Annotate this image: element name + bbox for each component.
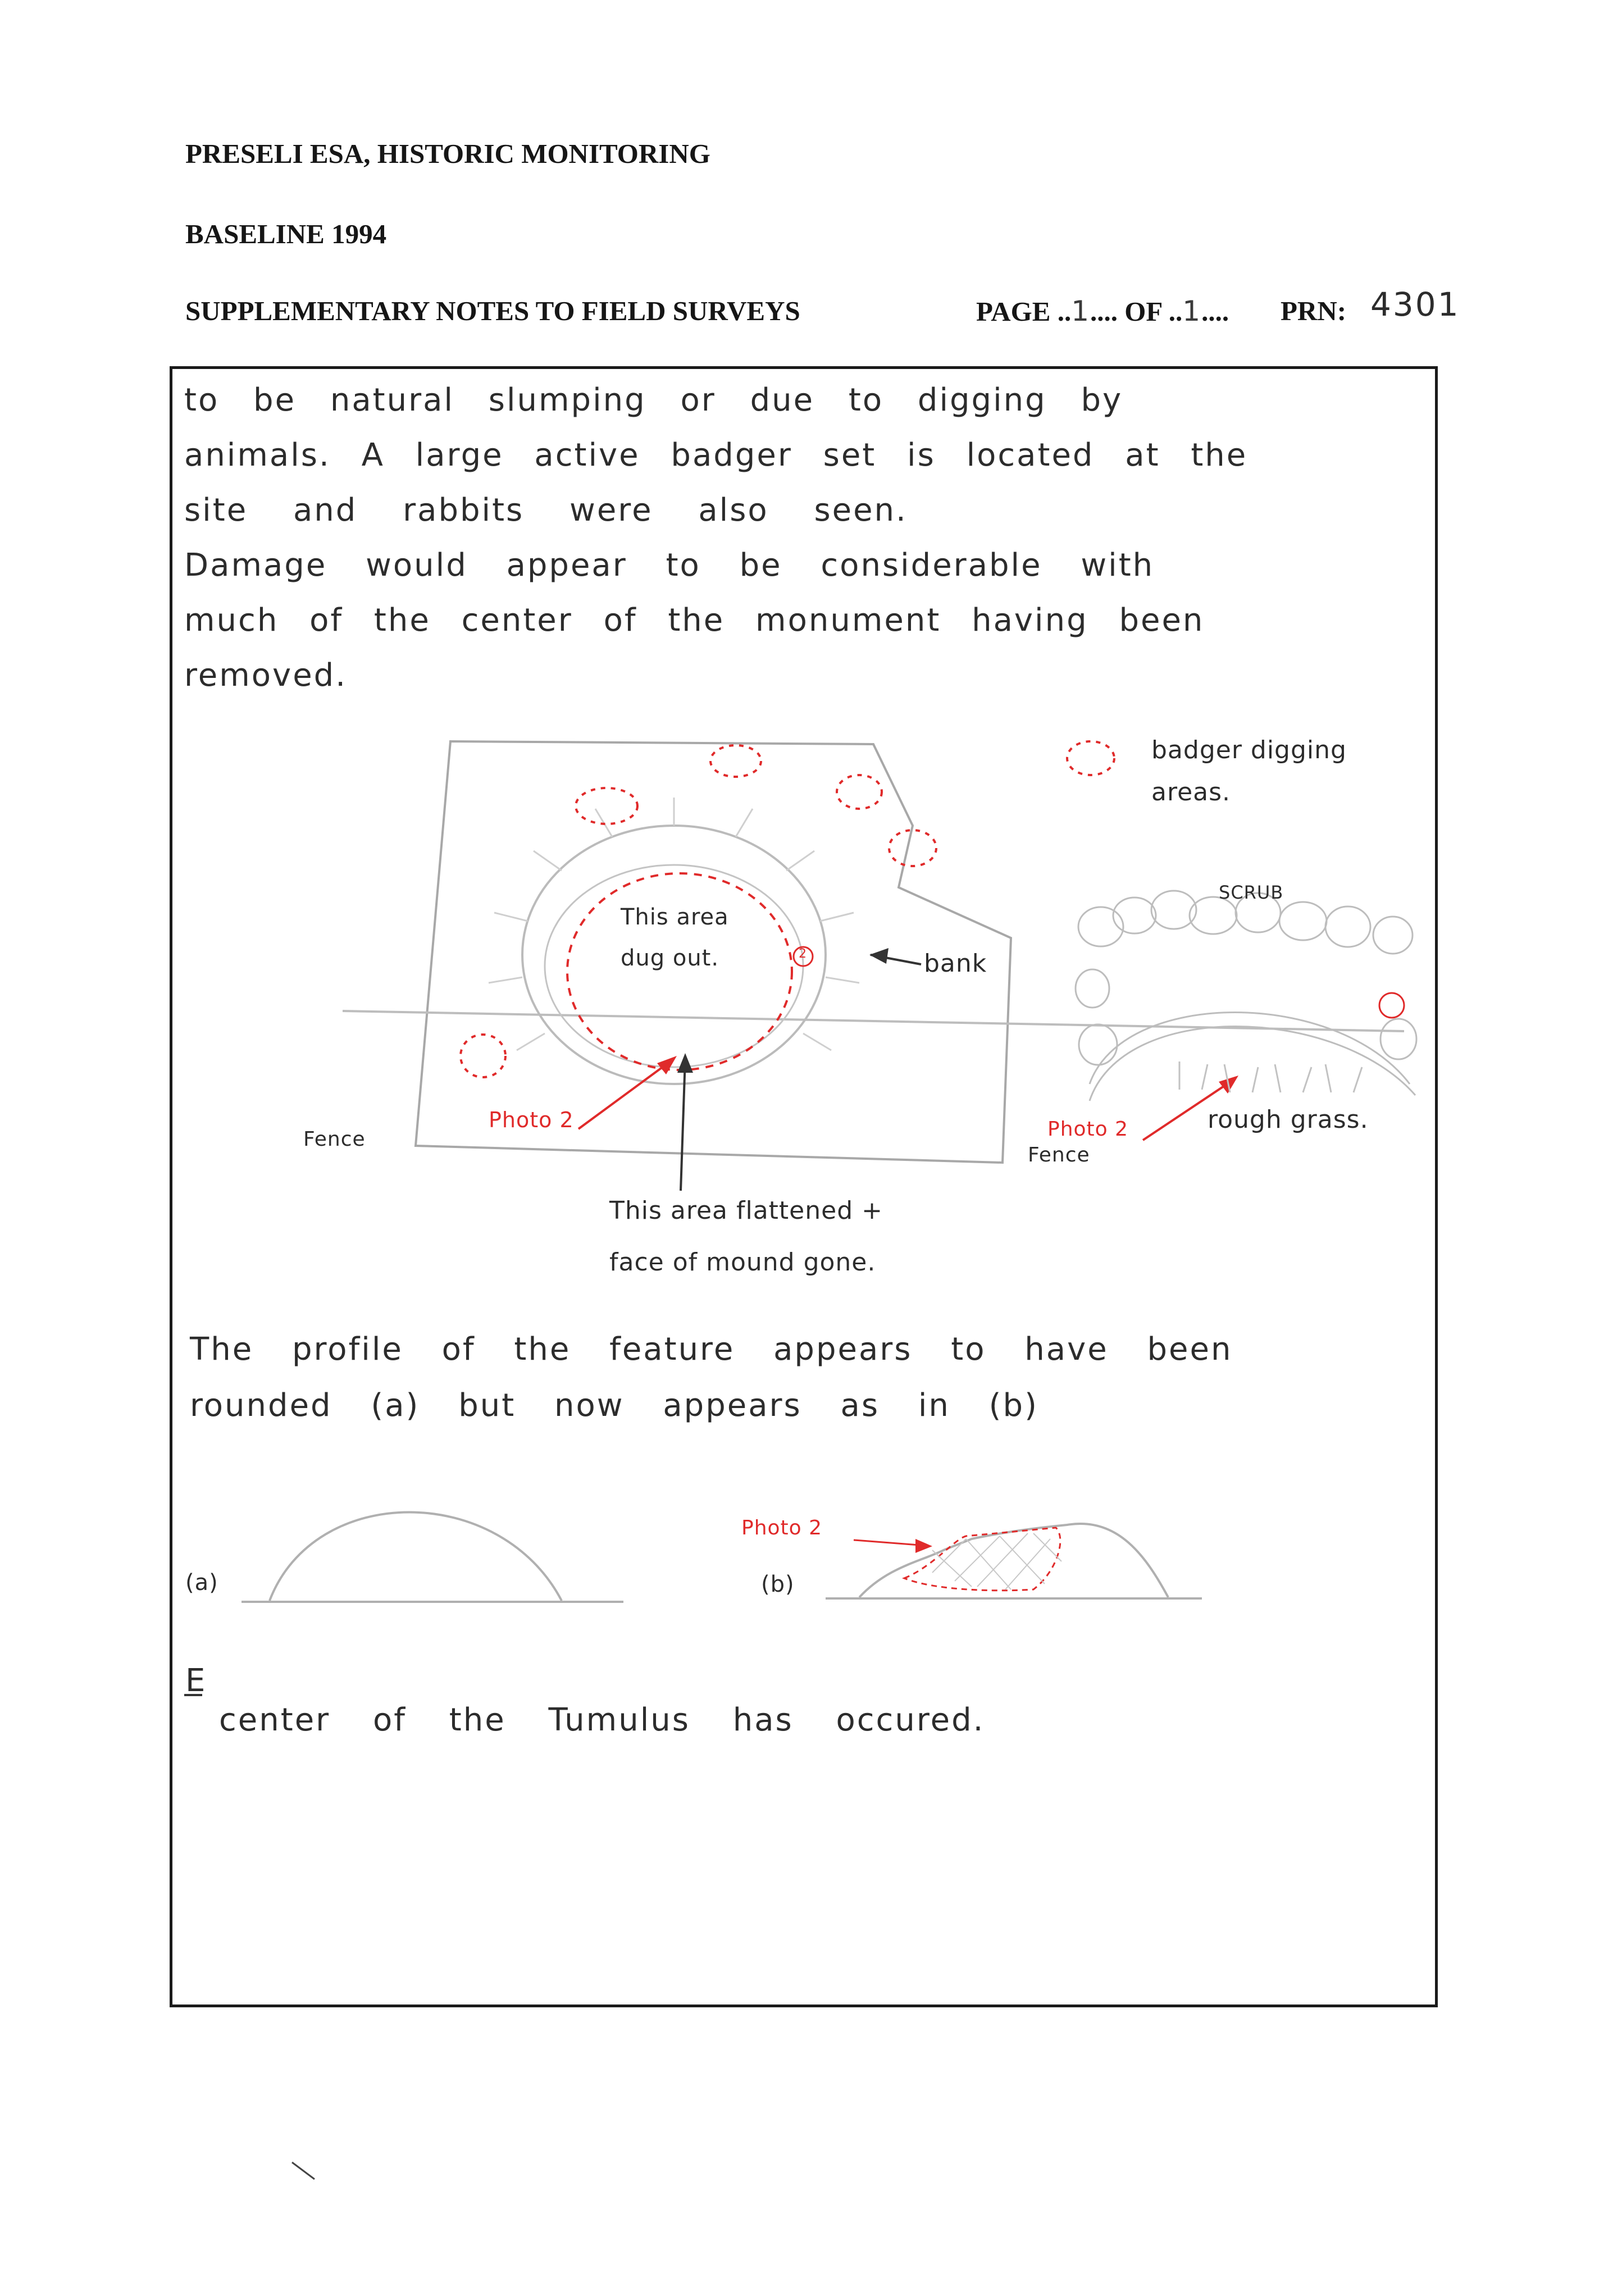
photo-label-right: Photo 2 bbox=[1047, 1118, 1129, 1141]
dug-area-label-2: dug out. bbox=[621, 945, 719, 971]
note-line-5: much of the center of the monument having been bbox=[184, 602, 1205, 639]
fence-label-right: Fence bbox=[1028, 1144, 1090, 1167]
photo-arrow-left-head bbox=[657, 1056, 677, 1074]
rough-grass-strokes bbox=[1179, 1062, 1362, 1092]
fence-line bbox=[343, 1011, 1404, 1031]
profile-b-curve bbox=[859, 1524, 1168, 1597]
dug-area-label-1: This area bbox=[621, 904, 729, 930]
badger-digging-area bbox=[710, 745, 761, 777]
profile-note-line-2: rounded (a) but now appears as in (b) bbox=[190, 1387, 1038, 1424]
rough-grass-label: rough grass. bbox=[1208, 1105, 1369, 1134]
profile-b-label: (b) bbox=[761, 1571, 795, 1597]
note-line-3: site and rabbits were also seen. bbox=[184, 492, 908, 529]
page-trailing-dots: .... bbox=[1201, 296, 1229, 327]
note-line-6: removed. bbox=[184, 657, 347, 694]
page-number: 1 bbox=[1071, 295, 1091, 327]
page-total: 1 bbox=[1182, 295, 1202, 327]
badger-digging-area bbox=[576, 788, 637, 824]
legend-digging-symbol bbox=[1067, 741, 1114, 775]
flattened-label-2: face of mound gone. bbox=[609, 1248, 876, 1277]
legend-label-2: areas. bbox=[1151, 778, 1231, 807]
scrub-elevation-sketch bbox=[1076, 891, 1416, 1101]
page-label: PAGE .. bbox=[976, 296, 1072, 327]
profile-a-curve bbox=[270, 1513, 562, 1601]
flattened-arrow bbox=[681, 1059, 685, 1191]
scrub-label: SCRUB bbox=[1219, 882, 1284, 903]
prn-label: PRN: bbox=[1281, 295, 1347, 326]
bank-arrow-head bbox=[869, 948, 889, 964]
badger-digging-area bbox=[461, 1035, 505, 1077]
flattened-arrow-head bbox=[677, 1053, 693, 1073]
page-of-label: .... OF .. bbox=[1090, 296, 1183, 327]
flattened-label-1: This area flattened + bbox=[609, 1196, 883, 1225]
baseline-label: BASELINE 1994 bbox=[185, 218, 387, 249]
form-subtitle: SUPPLEMENTARY NOTES TO FIELD SURVEYS bbox=[185, 295, 800, 326]
profile-a-label: (a) bbox=[185, 1570, 218, 1596]
bank-label: bank bbox=[924, 949, 987, 978]
profile-b-crosshatch bbox=[932, 1533, 1061, 1589]
profile-note-line-1: The profile of the feature appears to have been bbox=[190, 1331, 1233, 1368]
margin-tick bbox=[292, 2162, 315, 2179]
note-line-1: to be natural slumping or due to digging by bbox=[184, 382, 1123, 418]
fence-label-left: Fence bbox=[303, 1128, 366, 1151]
photo-marker-number: 2 bbox=[799, 947, 807, 961]
form-title: PRESELI ESA, HISTORIC MONITORING bbox=[185, 138, 710, 169]
photo-point-marker bbox=[1379, 993, 1404, 1018]
photo-label-left: Photo 2 bbox=[489, 1108, 574, 1132]
photo-arrow-profile-head bbox=[915, 1539, 932, 1553]
legend-label: badger digging bbox=[1151, 736, 1347, 764]
badger-digging-area bbox=[837, 775, 882, 809]
badger-digging-area bbox=[889, 830, 936, 866]
prn-value: 4301 bbox=[1370, 285, 1460, 324]
note-line-2: animals. A large active badger set is located at the bbox=[184, 437, 1248, 473]
note-line-4: Damage would appear to be considerable with bbox=[184, 547, 1155, 584]
dug-out-area bbox=[567, 873, 792, 1070]
footer-note: center of the Tumulus has occured. bbox=[219, 1702, 985, 1738]
footer-marker: E bbox=[185, 1662, 207, 1699]
profile-b-photo-label: Photo 2 bbox=[741, 1516, 823, 1539]
photo-arrow-left bbox=[578, 1059, 674, 1129]
